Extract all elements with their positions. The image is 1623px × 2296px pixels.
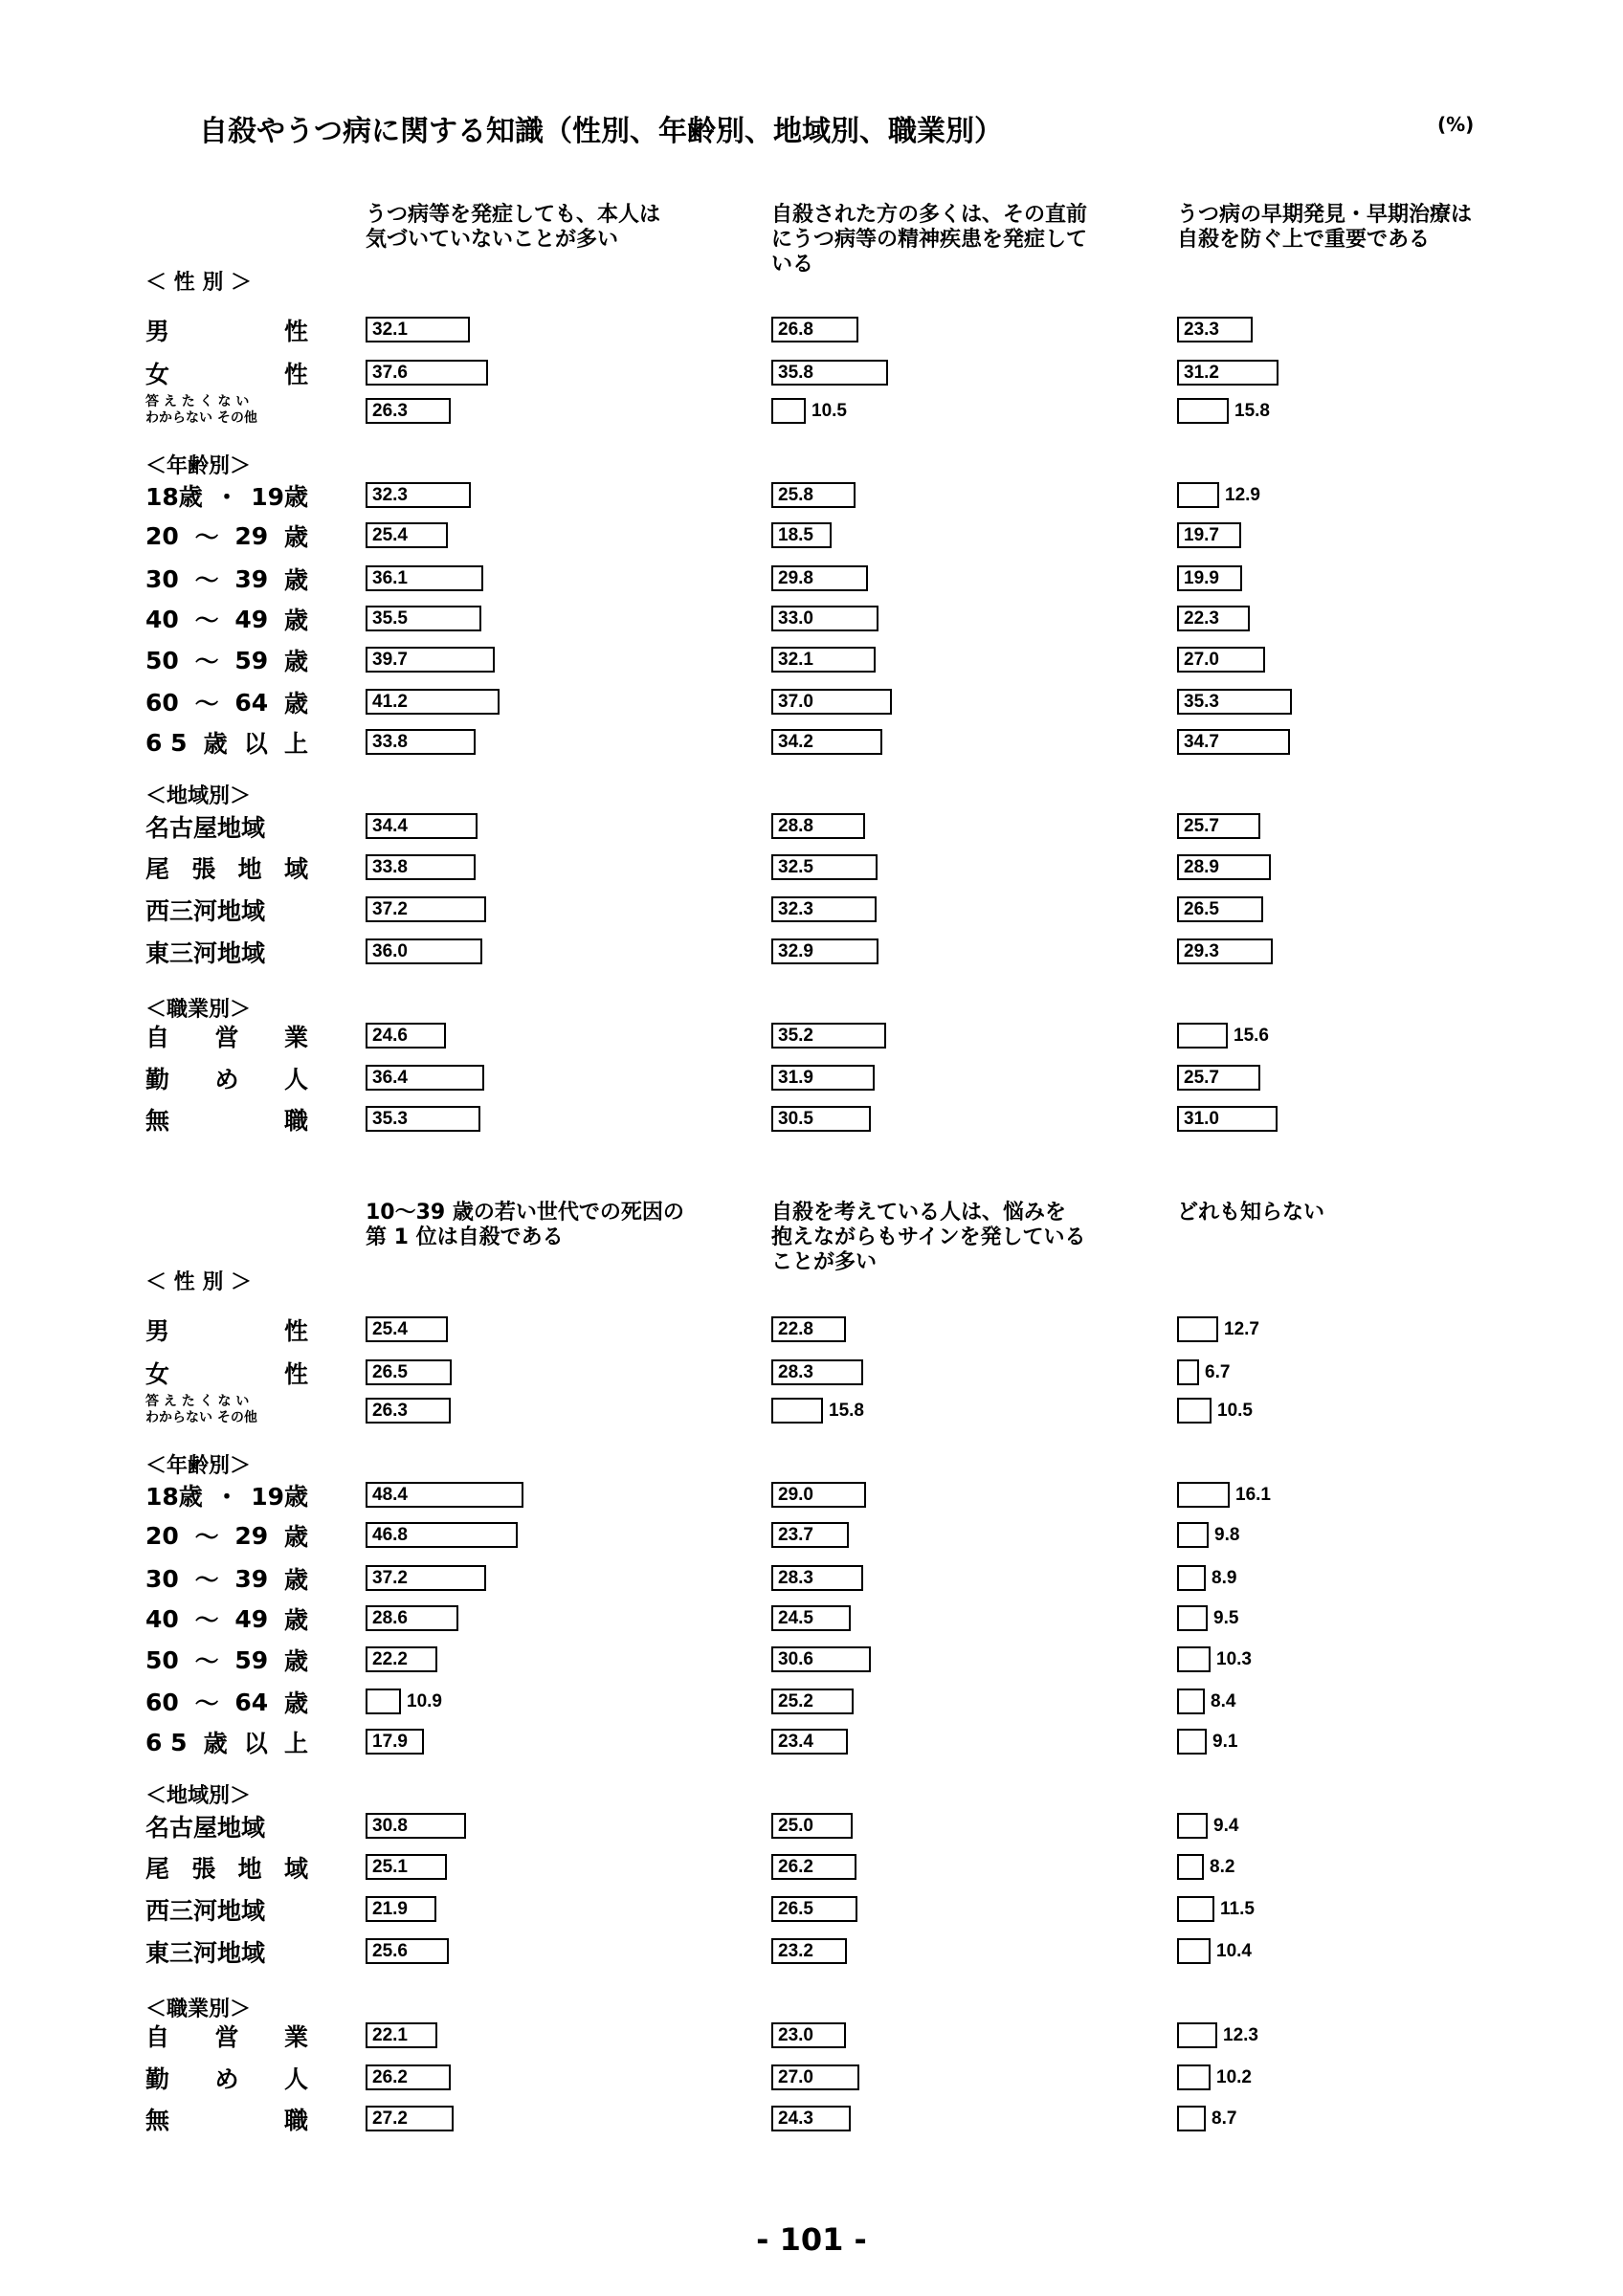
data-label: 35.5 (372, 608, 408, 629)
data-label: 28.6 (372, 1608, 408, 1628)
data-label: 28.3 (778, 1362, 813, 1382)
row-label-part: 18歳 (145, 483, 203, 511)
row-label (145, 1314, 308, 1345)
data-label: 29.0 (778, 1485, 813, 1505)
data-label: 15.8 (1234, 401, 1270, 421)
row-label-part: 歳 (283, 607, 308, 634)
data-label: 25.4 (372, 525, 408, 545)
row-label-part: 地 (237, 1855, 262, 1883)
data-label: 15.8 (829, 1401, 864, 1421)
bar (1177, 2022, 1217, 2048)
data-label: 8.4 (1211, 1691, 1236, 1711)
bar (1177, 398, 1229, 424)
row-label (145, 687, 308, 718)
row-label-part: 業 (283, 1024, 308, 1051)
row-label-part: 勤 (145, 1066, 170, 1093)
section-header-region: ＜地域別＞ (145, 1784, 252, 1808)
data-label: 34.2 (778, 732, 813, 752)
data-label: 25.4 (372, 1319, 408, 1339)
data-label: 26.2 (372, 2067, 408, 2087)
bar (1177, 1689, 1205, 1714)
data-label: 10.9 (407, 1691, 442, 1711)
data-label: 8.7 (1212, 2108, 1237, 2129)
row-label-part: め (214, 2065, 239, 2093)
question-header-line: うつ病の早期発見・早期治療は (1177, 203, 1473, 227)
data-label: 26.3 (372, 401, 408, 421)
row-label (145, 1520, 308, 1551)
row-label-line: わからない その他 (145, 1410, 257, 1425)
data-label: 35.3 (1184, 692, 1219, 712)
bar (771, 398, 806, 424)
data-label: 24.6 (372, 1026, 408, 1046)
data-label: 32.1 (778, 650, 813, 670)
data-label: 23.3 (1184, 320, 1219, 340)
row-label (145, 1104, 308, 1135)
row-label-part: ～ (194, 1566, 219, 1594)
data-label: 12.9 (1225, 485, 1260, 505)
data-label: 23.0 (778, 2025, 813, 2045)
data-label: 10.5 (1217, 1401, 1253, 1421)
data-label: 12.7 (1224, 1319, 1259, 1339)
row-label-part: 域 (283, 1855, 308, 1883)
row-label-part: 勤 (145, 2065, 170, 2093)
data-label: 37.0 (778, 692, 813, 712)
data-label: 24.3 (778, 2108, 813, 2129)
row-label-part: 業 (283, 2023, 308, 2051)
data-label: 32.9 (778, 941, 813, 961)
row-label-part: 尾 (145, 855, 170, 883)
row-label-part: ～ (194, 1689, 219, 1717)
data-label: 25.0 (778, 1816, 813, 1836)
row-label (145, 1687, 308, 1717)
row-label (145, 1727, 308, 1757)
question-header-line: にうつ病等の精神疾患を発症して (771, 228, 1088, 252)
row-label-part: 男 (145, 318, 170, 345)
question-header-line: ことが多い (771, 1250, 878, 1274)
row-label-part: 以 (243, 730, 268, 758)
data-label: 10.3 (1216, 1649, 1252, 1669)
row-label (145, 852, 308, 883)
data-label: 34.4 (372, 816, 408, 836)
row-label-line: 答 え た く な い (145, 1394, 250, 1409)
data-label: 30.6 (778, 1649, 813, 1669)
row-label-part: 西三河地域 (145, 1897, 266, 1925)
row-label-part: 性 (283, 1360, 308, 1388)
row-label (145, 563, 308, 594)
data-label: 26.5 (778, 1899, 813, 1919)
data-label: 25.7 (1184, 1068, 1219, 1088)
data-label: 30.8 (372, 1816, 408, 1836)
data-label: 8.9 (1212, 1568, 1237, 1588)
data-label: 26.5 (1184, 899, 1219, 919)
row-label (145, 1394, 313, 1426)
row-label-part: 営 (214, 2023, 239, 2051)
data-label: 9.8 (1214, 1525, 1240, 1545)
question-header-line: 10～39 歳の若い世代での死因の (366, 1201, 684, 1225)
data-label: 6.7 (1205, 1362, 1231, 1382)
row-label-part: 尾 (145, 1855, 170, 1883)
data-label: 33.8 (372, 857, 408, 877)
row-label-part: 無 (145, 2107, 170, 2134)
question-header (1177, 1201, 1541, 1225)
data-label: 26.2 (778, 1857, 813, 1877)
row-label-part: 29 (234, 1521, 269, 1550)
question-header-line: うつ病等を発症しても、本人は (366, 203, 661, 227)
row-label-part: 人 (283, 2065, 308, 2093)
row-label-part: 歳 (283, 1689, 308, 1717)
row-label (145, 645, 308, 675)
row-label-part: 59 (234, 646, 269, 674)
data-label: 25.7 (1184, 816, 1219, 836)
data-label: 16.1 (1235, 1485, 1271, 1505)
row-label-line: 答 え た く な い (145, 394, 250, 409)
row-label-part: 歳 (283, 1647, 308, 1675)
bar (1177, 482, 1219, 508)
row-label-part: 歳 (283, 648, 308, 675)
data-label: 33.0 (778, 608, 813, 629)
data-label: 9.4 (1213, 1816, 1239, 1836)
row-label-part: 49 (234, 605, 269, 633)
data-label: 23.7 (778, 1525, 813, 1545)
row-label-part: 40 (145, 605, 179, 633)
bar (1177, 1398, 1212, 1424)
question-header-line: 気づいていないことが多い (366, 228, 619, 252)
row-label-part: 名古屋地域 (145, 1814, 266, 1842)
bar (1177, 1565, 1206, 1591)
row-label-part: 60 (145, 688, 179, 717)
section-header-age: ＜年齢別＞ (145, 454, 252, 478)
row-label (145, 811, 308, 842)
row-label-part: 歳 (283, 1523, 308, 1551)
row-label (145, 1894, 308, 1925)
bar (1177, 2064, 1211, 2090)
row-label-part: 無 (145, 1107, 170, 1135)
question-header-line: 自殺された方の多くは、その直前 (771, 203, 1088, 227)
row-label-part: 歳 (203, 730, 228, 758)
row-label-part: 男 (145, 1317, 170, 1345)
row-label (145, 2063, 308, 2093)
row-label (145, 1563, 308, 1594)
data-label: 34.7 (1184, 732, 1219, 752)
row-label-part: 名古屋地域 (145, 814, 266, 842)
data-label: 28.3 (778, 1568, 813, 1588)
row-label-part: 自 (145, 1024, 170, 1051)
data-label: 46.8 (372, 1525, 408, 1545)
data-label: 17.9 (372, 1732, 408, 1752)
bar (1177, 1359, 1199, 1385)
data-label: 24.5 (778, 1608, 813, 1628)
data-label: 22.8 (778, 1319, 813, 1339)
data-label: 36.4 (372, 1068, 408, 1088)
row-label (145, 937, 308, 967)
data-label: 32.1 (372, 320, 408, 340)
data-label: 26.3 (372, 1401, 408, 1421)
row-label (145, 1480, 308, 1511)
row-label-part: 張 (191, 855, 216, 883)
row-label-part: 女 (145, 1360, 170, 1388)
data-label: 32.3 (372, 485, 408, 505)
row-label-part: 以 (243, 1730, 268, 1757)
row-label-part: 女 (145, 361, 170, 388)
data-label: 19.9 (1184, 568, 1219, 588)
data-label: 9.1 (1212, 1732, 1238, 1752)
row-label-part: 30 (145, 564, 179, 593)
row-label-part: 50 (145, 1645, 179, 1674)
data-label: 29.3 (1184, 941, 1219, 961)
question-header (366, 1201, 729, 1250)
bar (1177, 1646, 1211, 1672)
row-label-part: 60 (145, 1688, 179, 1716)
data-label: 37.2 (372, 1568, 408, 1588)
data-label: 10.4 (1216, 1941, 1252, 1961)
row-label-part: 64 (234, 688, 269, 717)
data-label: 41.2 (372, 692, 408, 712)
data-label: 18.5 (778, 525, 813, 545)
data-label: 32.5 (778, 857, 813, 877)
data-label: 36.0 (372, 941, 408, 961)
row-label-part: 6 5 (145, 1728, 188, 1756)
row-label (145, 2104, 308, 2134)
data-label: 22.3 (1184, 608, 1219, 629)
row-label-part: 性 (283, 318, 308, 345)
bar (1177, 1854, 1204, 1880)
section-header-gender: ＜ 性 別 ＞ (145, 1270, 252, 1294)
data-label: 31.0 (1184, 1109, 1219, 1129)
row-label-part: 歳 (283, 1566, 308, 1594)
bar (771, 1398, 823, 1424)
data-label: 35.8 (778, 363, 813, 383)
data-label: 48.4 (372, 1485, 408, 1505)
bar (1177, 2106, 1206, 2131)
row-label (145, 394, 313, 427)
data-label: 8.2 (1210, 1857, 1235, 1877)
row-label-part: 29 (234, 521, 269, 550)
row-label-part: 20 (145, 521, 179, 550)
row-label-line: わからない その他 (145, 410, 257, 426)
row-label-part: 6 5 (145, 728, 188, 757)
data-label: 28.8 (778, 816, 813, 836)
row-label (145, 480, 308, 511)
row-label-part: 上 (283, 730, 308, 758)
bar (1177, 1605, 1208, 1631)
data-label: 35.2 (778, 1026, 813, 1046)
row-label (145, 1645, 308, 1675)
row-label-part: 自 (145, 2023, 170, 2051)
row-label-part: 20 (145, 1521, 179, 1550)
bar (1177, 1316, 1218, 1342)
bar (1177, 1023, 1228, 1049)
data-label: 25.6 (372, 1941, 408, 1961)
row-label-part: ・ (214, 1483, 239, 1511)
data-label: 22.2 (372, 1649, 408, 1669)
row-label (145, 1603, 308, 1634)
row-label-part: 域 (283, 855, 308, 883)
data-label: 30.5 (778, 1109, 813, 1129)
row-label-part: ～ (194, 648, 219, 675)
question-header-line: 第 1 位は自殺である (366, 1225, 564, 1249)
data-label: 37.6 (372, 363, 408, 383)
data-label: 27.0 (1184, 650, 1219, 670)
question-header-line: 抱えながらもサインを発している (771, 1225, 1086, 1249)
data-label: 29.8 (778, 568, 813, 588)
data-label: 23.4 (778, 1732, 813, 1752)
row-label (145, 1811, 308, 1842)
data-label: 9.5 (1213, 1608, 1239, 1628)
row-label-part: 歳 (283, 566, 308, 594)
section-header-region: ＜地域別＞ (145, 784, 252, 808)
data-label: 35.3 (372, 1109, 408, 1129)
question-header (366, 203, 729, 253)
row-label-part: 職 (283, 2107, 308, 2134)
data-label: 39.7 (372, 650, 408, 670)
row-label (145, 1852, 308, 1883)
section-header-age: ＜年齢別＞ (145, 1454, 252, 1478)
bar (1177, 1896, 1214, 1922)
row-label-part: 地 (237, 855, 262, 883)
data-label: 23.2 (778, 1941, 813, 1961)
data-label: 10.2 (1216, 2067, 1252, 2087)
bar (1177, 1813, 1208, 1839)
data-label: 31.9 (778, 1068, 813, 1088)
row-label (145, 894, 308, 925)
data-label: 26.5 (372, 1362, 408, 1382)
row-label-part: 西三河地域 (145, 897, 266, 925)
data-label: 25.8 (778, 485, 813, 505)
question-header-line: いる (771, 253, 814, 276)
data-label: 27.0 (778, 2067, 813, 2087)
row-label-part: 東三河地域 (145, 939, 266, 967)
row-label-part: 18歳 (145, 1483, 203, 1511)
row-label (145, 604, 308, 634)
data-label: 32.3 (778, 899, 813, 919)
row-label-part: 19歳 (251, 483, 308, 511)
row-label (145, 1063, 308, 1093)
data-label: 28.9 (1184, 857, 1219, 877)
data-label: 25.2 (778, 1691, 813, 1711)
row-label-part: 64 (234, 1688, 269, 1716)
data-label: 26.8 (778, 320, 813, 340)
row-label-part: ～ (194, 1647, 219, 1675)
question-header (771, 1201, 1135, 1275)
row-label-part: め (214, 1066, 239, 1093)
row-label-part: 49 (234, 1604, 269, 1633)
row-label-part: 性 (283, 361, 308, 388)
question-header-line: どれも知らない (1177, 1201, 1325, 1225)
row-label-part: ～ (194, 566, 219, 594)
bar (1177, 1729, 1207, 1755)
row-label (145, 1021, 308, 1051)
row-label-part: ・ (214, 483, 239, 511)
row-label-part: 歳 (283, 1606, 308, 1634)
row-label-part: 50 (145, 646, 179, 674)
row-label-part: 性 (283, 1317, 308, 1345)
data-label: 12.3 (1223, 2025, 1258, 2045)
row-label-part: 39 (234, 1564, 269, 1593)
data-label: 27.2 (372, 2108, 408, 2129)
row-label-part: 東三河地域 (145, 1939, 266, 1967)
data-label: 10.5 (812, 401, 847, 421)
question-header-line: 自殺を考えている人は、悩みを (771, 1201, 1067, 1225)
row-label-part: 営 (214, 1024, 239, 1051)
row-label-part: 上 (283, 1730, 308, 1757)
question-header (771, 203, 1135, 277)
row-label-part: 19歳 (251, 1483, 308, 1511)
row-label-part: 39 (234, 564, 269, 593)
data-label: 33.8 (372, 732, 408, 752)
row-label-part: 張 (191, 1855, 216, 1883)
bar (1177, 1482, 1230, 1508)
row-label-part: 職 (283, 1107, 308, 1135)
row-label (145, 2020, 308, 2051)
data-label: 37.2 (372, 899, 408, 919)
row-label-part: ～ (194, 1523, 219, 1551)
row-label-part: ～ (194, 607, 219, 634)
row-label-part: 40 (145, 1604, 179, 1633)
data-label: 25.1 (372, 1857, 408, 1877)
row-label (145, 1936, 308, 1967)
row-label (145, 1358, 308, 1388)
row-label-part: ～ (194, 523, 219, 551)
data-label: 21.9 (372, 1899, 408, 1919)
unit-label: (%) (1437, 113, 1475, 136)
question-header-line: 自殺を防ぐ上で重要である (1177, 228, 1431, 252)
data-label: 11.5 (1220, 1899, 1255, 1919)
data-label: 19.7 (1184, 525, 1219, 545)
row-label-part: ～ (194, 690, 219, 718)
section-header-gender: ＜ 性 別 ＞ (145, 271, 252, 295)
data-label: 22.1 (372, 2025, 408, 2045)
row-label (145, 727, 308, 758)
bar (1177, 1938, 1211, 1964)
row-label (145, 520, 308, 551)
bar (1177, 1522, 1209, 1548)
row-label-part: 30 (145, 1564, 179, 1593)
data-label: 15.6 (1234, 1026, 1269, 1046)
page-number: - 101 - (756, 2221, 867, 2258)
row-label-part: 歳 (283, 690, 308, 718)
row-label-part: 59 (234, 1645, 269, 1674)
data-label: 36.1 (372, 568, 408, 588)
row-label (145, 315, 308, 345)
row-label-part: 人 (283, 1066, 308, 1093)
row-label-part: ～ (194, 1606, 219, 1634)
data-label: 31.2 (1184, 363, 1219, 383)
row-label-part: 歳 (283, 523, 308, 551)
question-header (1177, 203, 1541, 253)
page-title: 自殺やうつ病に関する知識（性別、年齢別、地域別、職業別） (199, 115, 1003, 148)
section-header-occupation: ＜職業別＞ (145, 998, 252, 1022)
row-label (145, 358, 308, 388)
row-label-part: 歳 (203, 1730, 228, 1757)
bar (366, 1689, 401, 1714)
section-header-occupation: ＜職業別＞ (145, 1998, 252, 2021)
